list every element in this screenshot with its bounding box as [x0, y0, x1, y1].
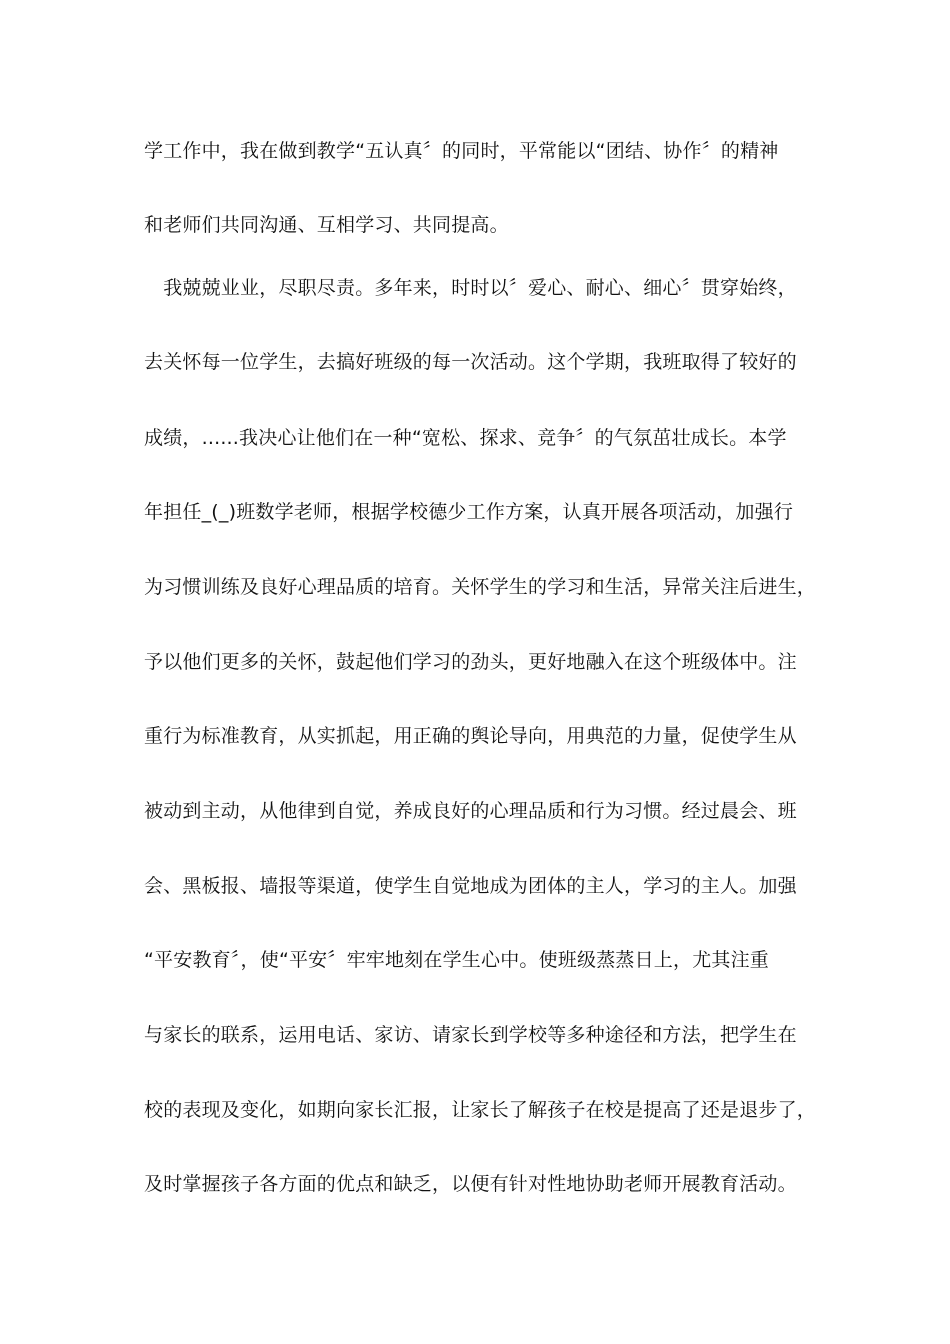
text-line: “平安教育〞，使“平安〞牢牢地刻在学生心中。使班级蒸蒸日上，尤其注重 [144, 949, 769, 971]
text-line: 为习惯训练及良好心理品质的培育。关怀学生的学习和生活，异常关注后进生， [144, 576, 817, 598]
text-line: 年担任_(_)班数学老师，根据学校德少工作方案，认真开展各项活动，加强行 [144, 501, 794, 523]
text-line: 成绩，......我决心让他们在一种“宽松、探求、竞争〞的气氛茁壮成长。本学 [144, 427, 787, 449]
text-line: 及时掌握孩子各方面的优点和缺乏，以便有针对性地协助老师开展教育活动。 [144, 1173, 797, 1195]
text-line: 我兢兢业业，尽职尽责。多年来，时时以〞爱心、耐心、细心〞贯穿始终， [144, 277, 797, 299]
text-line: 去关怀每一位学生，去搞好班级的每一次活动。这个学期，我班取得了较好的 [144, 351, 797, 373]
text-line: 与家长的联系，运用电话、家访、请家长到学校等多种途径和方法，把学生在 [144, 1024, 797, 1046]
text-line: 重行为标准教育，从实抓起，用正确的舆论导向，用典范的力量，促使学生从 [144, 725, 797, 747]
text-line: 和老师们共同沟通、互相学习、共同提高。 [144, 214, 509, 236]
text-line: 学工作中，我在做到教学“五认真〞的同时，平常能以“团结、协作〞的精神 [144, 140, 779, 162]
text-line: 校的表现及变化，如期向家长汇报，让家长了解孩子在校是提高了还是退步了， [144, 1099, 817, 1121]
text-line: 会、黑板报、墙报等渠道，使学生自觉地成为团体的主人，学习的主人。加强 [144, 875, 797, 897]
text-line: 被动到主动，从他律到自觉，养成良好的心理品质和行为习惯。经过晨会、班 [144, 800, 797, 822]
text-line: 予以他们更多的关怀，鼓起他们学习的劲头，更好地融入在这个班级体中。注 [144, 651, 797, 673]
